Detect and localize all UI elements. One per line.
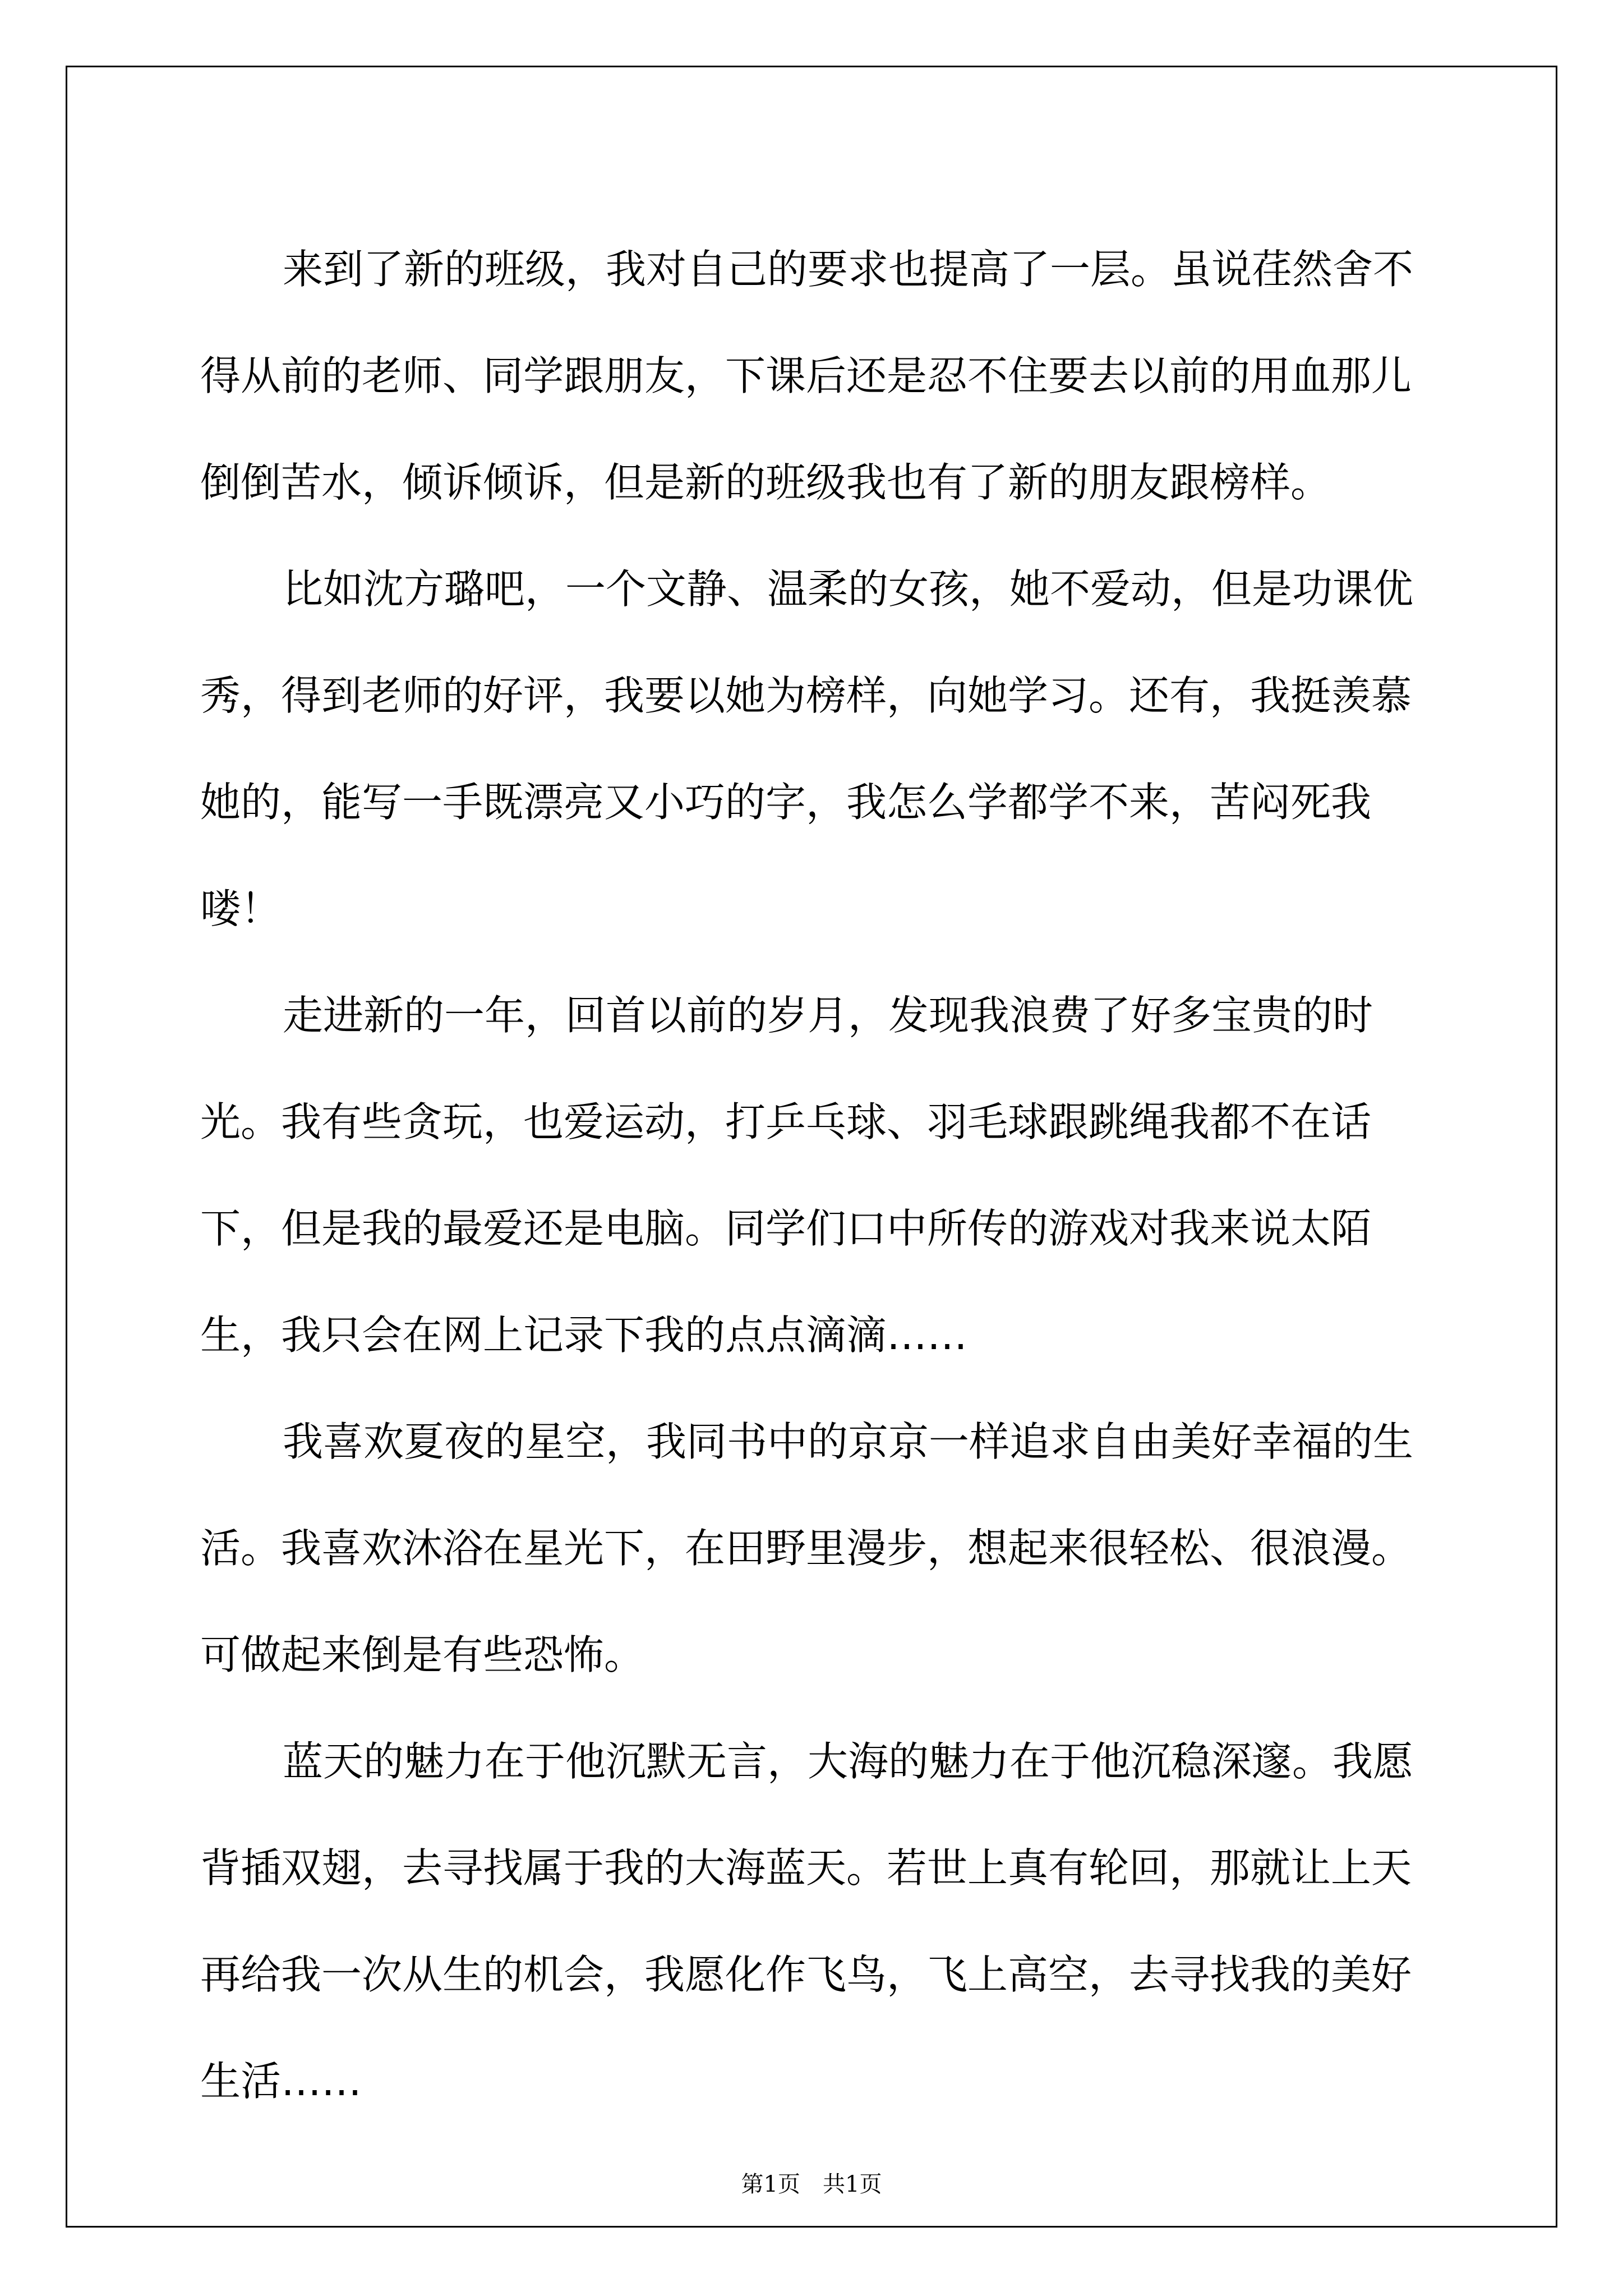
paragraph-1: 来到了新的班级，我对自己的要求也提高了一层。虽说荏然舍不得从前的老师、同学跟朋友，下课后还是忍不住要去以前的用血那儿倒倒苦水，倾诉倾诉，但是新的班级我也有了新的朋友跟榜样。 (200, 246, 1414, 506)
page-number: 第1页 (741, 2171, 800, 2197)
paragraph-5: 蓝天的魅力在于他沉默无言，大海的魅力在于他沉稳深邃。我愿背插双翅，去寻找属于我的大海蓝天。若世上真有轮回，那就让上天再给我一次从生的机会，我愿化作飞鸟，飞上高空，去寻找我的美好生活…… (200, 1738, 1414, 2105)
page-count: 共1页 (823, 2171, 882, 2197)
paragraph-2: 比如沈方璐吧，一个文静、温柔的女孩，她不爱动，但是功课优秀，得到老师的好评，我要以她为榜样，向她学习。还有，我挺羡慕她的，能写一手既漂亮又小巧的字，我怎么学都学不来，苦闷死我喽！ (200, 565, 1414, 932)
paragraph-3: 走进新的一年，回首以前的岁月，发现我浪费了好多宝贵的时光。我有些贪玩，也爱运动，打乒乓球、羽毛球跟跳绳我都不在话下，但是我的最爱还是电脑。同学们口中所传的游戏对我来说太陌生，我只会在网上记录下我的点点滴滴…… (200, 992, 1373, 1359)
page-footer (0, 2166, 1623, 2198)
paragraph-4: 我喜欢夏夜的星空，我同书中的京京一样追求自由美好幸福的生活。我喜欢沐浴在星光下，在田野里漫步，想起来很轻松、很浪漫。可做起来倒是有些恐怖。 (200, 1418, 1414, 1678)
document-body (200, 216, 1434, 2134)
